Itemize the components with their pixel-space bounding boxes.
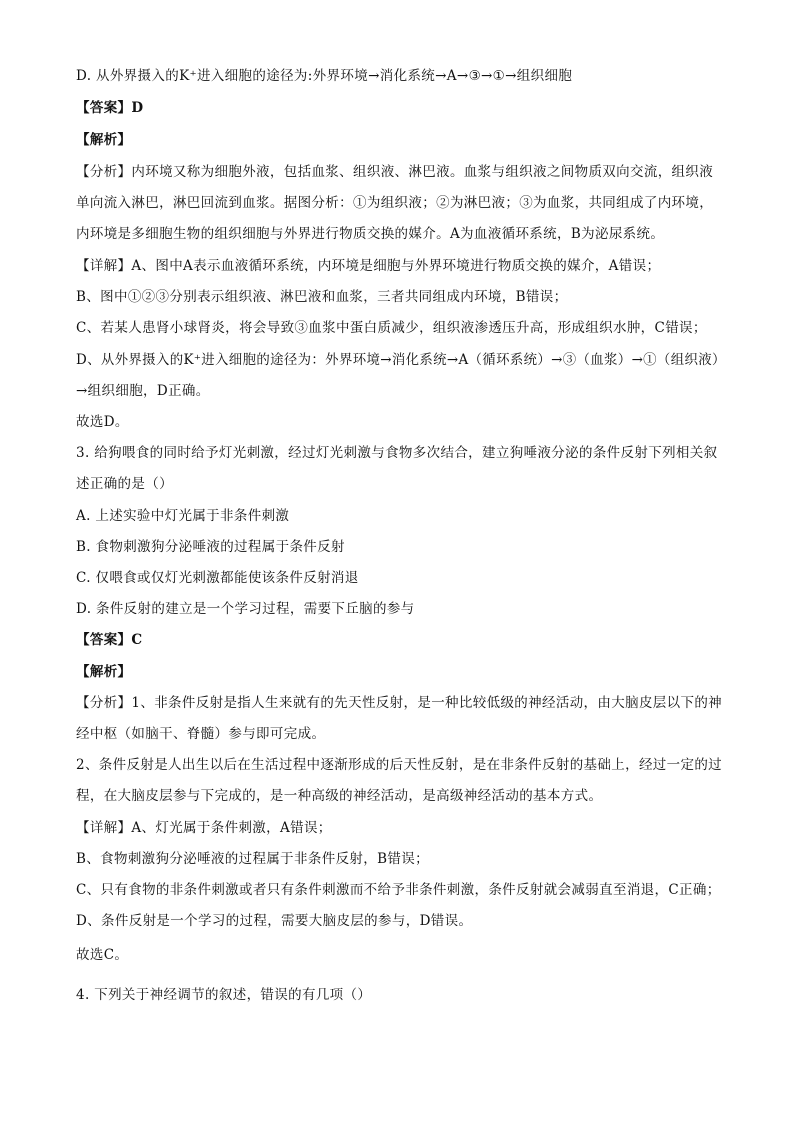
q2-analysis-line-3: 内环境是多细胞生物的组织细胞与外界进行物质交换的媒介。A为血液循环系统，B为泌尿系统。 bbox=[76, 226, 665, 242]
q2-detail-c: C、若某人患肾小球肾炎，将会导致③血浆中蛋白质减少，组织液渗透压升高，形成组织水肿，C错误； bbox=[76, 320, 707, 336]
q3-detail-d: D、条件反射是一个学习的过程，需要大脑皮层的参与，D错误。 bbox=[76, 913, 473, 929]
q3-option-d: D. 条件反射的建立是一个学习过程，需要下丘脑的参与 bbox=[76, 601, 415, 617]
q3-analysis-line-1: 【分析】1、非条件反射是指人生来就有的先天性反射，是一种比较低级的神经活动，由大脑皮层以下的神 bbox=[76, 695, 723, 711]
q3-detail-a: 【详解】A、灯光属于条件刺激，A错误； bbox=[76, 820, 332, 836]
q3-stem-line-2: 述正确的是（） bbox=[76, 476, 173, 492]
q2-conclusion: 故选D。 bbox=[76, 414, 129, 430]
q3-answer: 【答案】C bbox=[76, 632, 143, 648]
q3-option-c: C. 仅喂食或仅灯光刺激都能使该条件反射消退 bbox=[76, 570, 359, 586]
q2-detail-a: 【详解】A、图中A表示血液循环系统，内环境是细胞与外界环境进行物质交换的媒介，A错误； bbox=[76, 258, 661, 274]
q4-stem: 4. 下列关于神经调节的叙述，错误的有几项（） bbox=[76, 987, 372, 1003]
q2-analysis-heading: 【解析】 bbox=[76, 132, 132, 148]
q3-analysis-heading: 【解析】 bbox=[76, 664, 132, 680]
q2-analysis-line-2: 单向流入淋巴，淋巴回流到血浆。据图分析：①为组织液；②为淋巴液；③为血浆，共同组成了内环境， bbox=[76, 195, 714, 211]
q3-stem-line-1: 3. 给狗喂食的同时给予灯光刺激，经过灯光刺激与食物多次结合，建立狗唾液分泌的条件反射下列相关叙 bbox=[76, 445, 718, 461]
q3-analysis-line-3: 2、条件反射是人出生以后在生活过程中逐渐形成的后天性反射，是在非条件反射的基础上，经过一定的过 bbox=[76, 757, 723, 773]
q2-detail-b: B、图中①②③分别表示组织液、淋巴液和血浆，三者共同组成内环境，B错误； bbox=[76, 289, 568, 305]
q2-answer: 【答案】D bbox=[76, 100, 144, 116]
q3-detail-b: B、食物刺激狗分泌唾液的过程属于非条件反射，B错误； bbox=[76, 851, 429, 867]
q3-option-a: A. 上述实验中灯光属于非条件刺激 bbox=[76, 508, 290, 524]
q3-analysis-line-2: 经中枢（如脑干、脊髓）参与即可完成。 bbox=[76, 726, 326, 742]
q3-option-b: B. 食物刺激狗分泌唾液的过程属于条件反射 bbox=[76, 539, 345, 555]
q2-detail-d-cont: →组织细胞，D正确。 bbox=[76, 383, 210, 399]
q2-analysis-line-1: 【分析】内环境又称为细胞外液，包括血浆、组织液、淋巴液。血浆与组织液之间物质双向交流，组织液 bbox=[76, 164, 714, 180]
q3-conclusion: 故选C。 bbox=[76, 947, 129, 963]
q3-detail-c: C、只有食物的非条件刺激或者只有条件刺激而不给予非条件刺激，条件反射就会减弱直至消退，C正确； bbox=[76, 882, 721, 898]
q2-option-d: D. 从外界摄入的K⁺进入细胞的途径为:外界环境→消化系统→A→③→①→组织细胞 bbox=[76, 68, 573, 84]
q3-analysis-line-4: 程，在大脑皮层参与下完成的，是一种高级的神经活动，是高级神经活动的基本方式。 bbox=[76, 788, 603, 804]
q2-detail-d: D、从外界摄入的K⁺进入细胞的途径为：外界环境→消化系统→A（循环系统）→③（血浆）→①（组织液） bbox=[76, 352, 726, 368]
